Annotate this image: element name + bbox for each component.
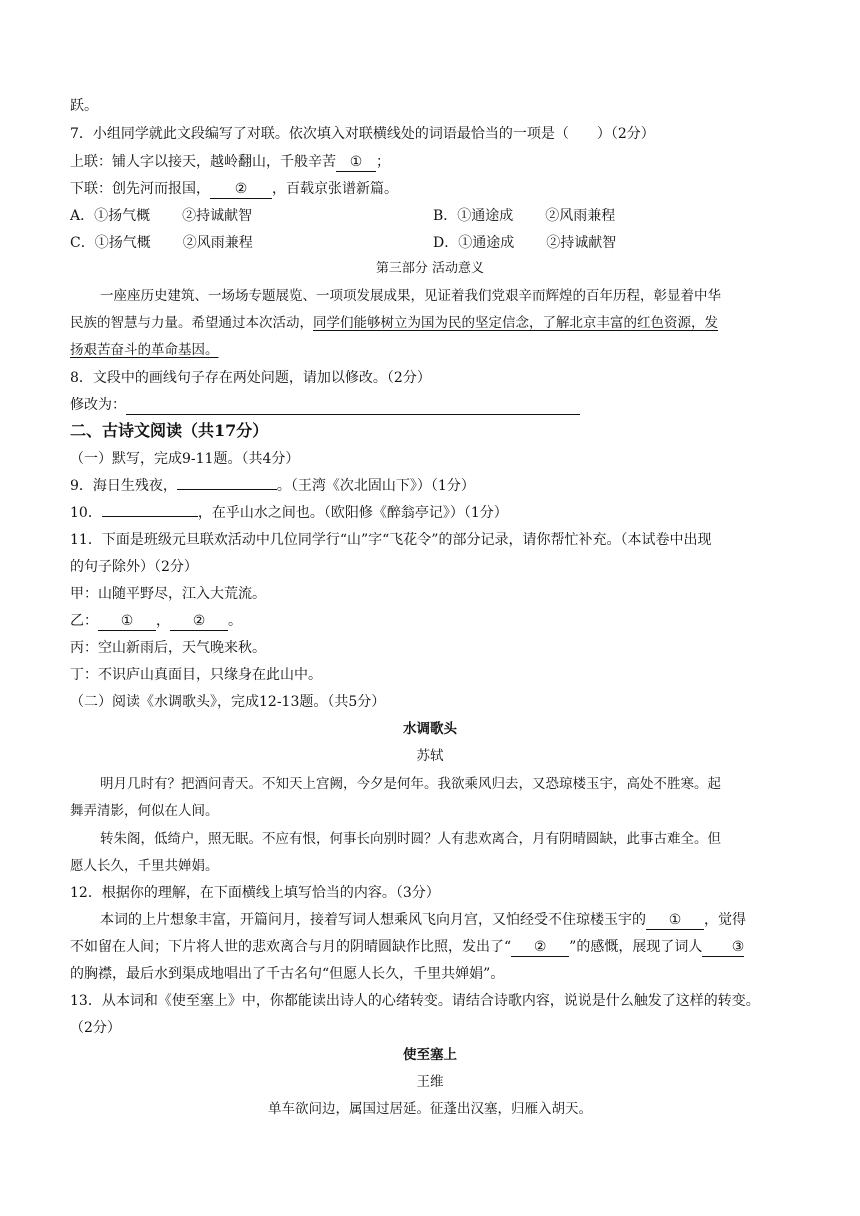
option-part-a: ①扬气概 — [94, 235, 151, 251]
q13-line2: （2分） — [70, 1020, 121, 1036]
q10-blank[interactable] — [102, 516, 198, 517]
q9-line — [70, 476, 475, 496]
option-letter: A． — [70, 208, 95, 224]
q8-answer-label: 修改为： — [70, 397, 126, 413]
option-part-a: ①通途成 — [458, 235, 515, 251]
q7-upper-prefix: 上联：铺人字以接天，越岭翻山，千般辛苦 — [70, 154, 336, 170]
option-part-b: ②持诚献智 — [182, 208, 253, 224]
q12-line3: 的胸襟，最后水到渠成地唱出了千古名句“但愿人长久，千里共婵娟”。 — [70, 966, 505, 982]
q7-lower-suffix: ，百载京张谱新篇。 — [272, 181, 398, 197]
q7-option-a[interactable] — [70, 206, 252, 226]
q11-yi-prefix: 乙： — [70, 613, 98, 629]
part3-line3 — [70, 340, 219, 360]
q12-line2 — [70, 937, 744, 957]
q8-answer-row — [70, 395, 580, 415]
option-part-a: ①通途成 — [457, 208, 514, 224]
poem1-line1: 明月几时有？把酒问青天。不知天上宫阙，今夕是何年。我欲乘风归去，又恐琼楼玉宇，高处不胜寒。起 — [100, 776, 721, 792]
part3-line2-plain: 民族的智慧与力量。希望通过本次活动， — [70, 315, 313, 331]
q7-upper-couplet — [70, 152, 390, 172]
option-letter: C． — [70, 235, 95, 251]
q8-stem: 8．文段中的画线句子存在两处问题，请加以修改。（2分） — [70, 370, 431, 386]
top-fragment: 跃。 — [70, 98, 98, 114]
poem1-author: 苏轼 — [416, 748, 444, 764]
q10-line — [70, 503, 508, 523]
q12-blank2[interactable]: ② — [511, 939, 569, 957]
q11-yi-blank2[interactable]: ② — [170, 613, 228, 631]
part3-line3-underlined: 扬艰苦奋斗的革命基因。 — [70, 342, 219, 358]
option-part-a: ①扬气概 — [94, 208, 151, 224]
section2-title: 二、古诗文阅读（共17分） — [70, 421, 269, 440]
q12-l2-mid: ”的感慨，展现了词人 — [569, 939, 703, 955]
option-part-b: ②风雨兼程 — [182, 235, 253, 251]
q11-yi — [70, 611, 242, 631]
poem2-line1: 单车欲问边，属国过居延。征蓬出汉塞，归雁入胡天。 — [268, 1101, 592, 1117]
q11-bing: 丙：空山新雨后，天气晚来秋。 — [70, 640, 266, 656]
q10-prefix: 10． — [70, 505, 102, 521]
q12-stem: 12．根据你的理解，在下面横线上填写恰当的内容。（3分） — [70, 885, 440, 901]
q11-yi-end: 。 — [228, 613, 242, 629]
q8-answer-line[interactable] — [126, 414, 580, 415]
section2-sub1: （一）默写，完成9-11题。（共4分） — [70, 451, 300, 467]
option-part-b: ②持诚献智 — [546, 235, 617, 251]
q12-l1-prefix: 本词的上片想象丰富，开篇问月，接着写词人想乘风飞向月宫，又怕经受不住琼楼玉宇的 — [100, 912, 646, 928]
poem1-line4: 愿人长久，千里共婵娟。 — [70, 858, 219, 874]
q11-yi-blank1[interactable]: ① — [98, 613, 156, 631]
poem1-line2: 舞弄清影，何似在人间。 — [70, 803, 219, 819]
q9-blank[interactable] — [177, 489, 277, 490]
q11-ding: 丁：不识庐山真面目，只缘身在此山中。 — [70, 667, 322, 683]
q7-option-c[interactable] — [70, 233, 253, 253]
option-part-b: ②风雨兼程 — [545, 208, 616, 224]
part3-line1: 一座座历史建筑、一场场专题展览、一项项发展成果，见证着我们党艰辛而辉煌的百年历程，彰显着中华 — [100, 288, 721, 304]
option-letter: D． — [433, 235, 459, 251]
q11-line2: 的句子除外）（2分） — [70, 559, 198, 575]
q7-lower-couplet — [70, 179, 398, 199]
poem2-author: 王维 — [416, 1074, 444, 1090]
option-letter: B． — [433, 208, 458, 224]
q12-l2-prefix: 不如留在人间；下片将人世的悲欢离合与月的阴晴圆缺作比照，发出了“ — [70, 939, 512, 955]
q9-suffix: 。（王湾《次北固山下》）（1分） — [276, 478, 475, 494]
q7-upper-suffix: ； — [376, 154, 390, 170]
poem2-title: 使至塞上 — [403, 1047, 457, 1063]
q12-blank3[interactable]: ③ — [702, 939, 744, 957]
q12-line1 — [100, 910, 746, 930]
q7-upper-blank[interactable]: ① — [336, 154, 376, 172]
q9-prefix: 9．海日生残夜， — [70, 478, 177, 494]
q7-stem: 7．小组同学就此文段编写了对联。依次填入对联横线处的词语最恰当的一项是（ ）（2分） — [70, 126, 655, 142]
poem1-line3: 转朱阁，低绮户，照无眠。不应有恨，何事长向别时圆？人有悲欢离合，月有阴晴圆缺，此事古难全。但 — [100, 831, 721, 847]
q12-blank1[interactable]: ① — [646, 912, 704, 930]
q11-jia: 甲：山随平野尽，江入大荒流。 — [70, 586, 266, 602]
q11-line1: 11．下面是班级元旦联欢活动中几位同学行“山”字“飞花令”的部分记录，请你帮忙补充。（本试卷中出现 — [70, 532, 712, 548]
q12-l1-suffix: ，觉得 — [704, 912, 746, 928]
q11-yi-sep: ， — [156, 613, 170, 629]
q13-line1: 13．从本词和《使至塞上》中，你都能读出诗人的心绪转变。请结合诗歌内容，说说是什么触发了这样的转变。 — [70, 993, 760, 1009]
q7-option-b[interactable] — [433, 206, 615, 226]
q7-option-d[interactable] — [433, 233, 616, 253]
part3-line2 — [70, 313, 718, 333]
poem1-title: 水调歌头 — [403, 721, 457, 737]
section2-sub2: （二）阅读《水调歌头》，完成12-13题。（共5分） — [70, 694, 386, 710]
q7-lower-prefix: 下联：创先河而报国， — [70, 181, 210, 197]
part3-line2-underlined: 同学们能够树立为国为民的坚定信念，了解北京丰富的红色资源，发 — [313, 315, 718, 331]
part3-title: 第三部分 活动意义 — [375, 261, 485, 276]
q10-suffix: ，在乎山水之间也。（欧阳修《醉翁亭记》）（1分） — [197, 505, 508, 521]
q7-lower-blank[interactable]: ② — [210, 181, 272, 199]
